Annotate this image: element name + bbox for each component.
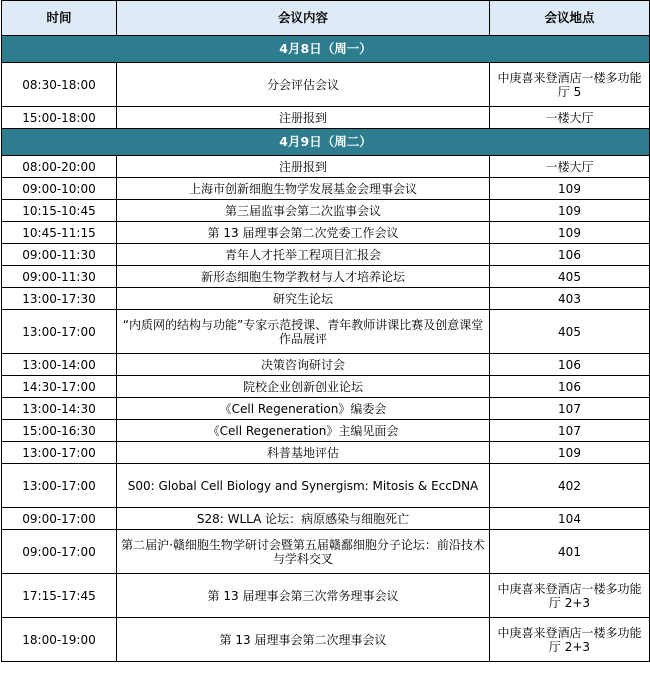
row-content: 第 13 届理事会第二次党委工作会议 — [117, 222, 490, 244]
row-venue: 一楼大厅 — [490, 107, 650, 129]
row-venue: 402 — [490, 464, 650, 508]
row-time: 13:00-14:00 — [2, 354, 117, 376]
row-time: 15:00-18:00 — [2, 107, 117, 129]
day-label: 4月8日（周一） — [2, 36, 650, 63]
row-content: S00: Global Cell Biology and Synergism: Mitosis & EccDNA — [117, 464, 490, 508]
table-row — [2, 442, 650, 464]
row-content: 第 13 届理事会第二次理事会议 — [117, 618, 490, 662]
row-time: 14:30-17:00 — [2, 376, 117, 398]
row-time: 09:00-11:30 — [2, 244, 117, 266]
table-row — [2, 222, 650, 244]
table-row — [2, 178, 650, 200]
row-venue: 109 — [490, 442, 650, 464]
header-time: 时间 — [2, 1, 117, 36]
row-venue: 109 — [490, 200, 650, 222]
row-venue: 中庚喜来登酒店一楼多功能厅 2+3 — [490, 574, 650, 618]
row-time: 18:00-19:00 — [2, 618, 117, 662]
row-time: 10:15-10:45 — [2, 200, 117, 222]
row-time: 13:00-17:00 — [2, 310, 117, 354]
row-time: 08:30-18:00 — [2, 63, 117, 107]
row-venue: 中庚喜来登酒店一楼多功能厅 5 — [490, 63, 650, 107]
row-content: 决策咨询研讨会 — [117, 354, 490, 376]
table-row — [2, 508, 650, 530]
row-venue: 107 — [490, 420, 650, 442]
table-row — [2, 63, 650, 107]
row-content: 研究生论坛 — [117, 288, 490, 310]
row-content: 新形态细胞生物学教材与人才培养论坛 — [117, 266, 490, 288]
row-content: S28: WLLA 论坛：病原感染与细胞死亡 — [117, 508, 490, 530]
table-row — [2, 574, 650, 618]
table-row — [2, 376, 650, 398]
row-content: “内质网的结构与功能”专家示范授课、青年教师讲课比赛及创意课堂作品展评 — [117, 310, 490, 354]
row-time: 09:00-17:00 — [2, 530, 117, 574]
row-venue: 109 — [490, 178, 650, 200]
row-content: 《Cell Regeneration》编委会 — [117, 398, 490, 420]
row-venue: 405 — [490, 310, 650, 354]
table-row — [2, 107, 650, 129]
row-time: 09:00-11:30 — [2, 266, 117, 288]
schedule-table — [1, 0, 650, 662]
row-time: 15:00-16:30 — [2, 420, 117, 442]
table-row — [2, 200, 650, 222]
row-time: 13:00-17:00 — [2, 464, 117, 508]
header-content: 会议内容 — [117, 1, 490, 36]
row-content: 注册报到 — [117, 107, 490, 129]
row-content: 上海市创新细胞生物学发展基金会理事会议 — [117, 178, 490, 200]
row-time: 09:00-17:00 — [2, 508, 117, 530]
row-content: 青年人才托举工程项目汇报会 — [117, 244, 490, 266]
row-time: 13:00-17:30 — [2, 288, 117, 310]
header-row — [2, 1, 650, 36]
row-venue: 106 — [490, 376, 650, 398]
table-row — [2, 310, 650, 354]
row-content: 第三届监事会第二次监事会议 — [117, 200, 490, 222]
table-row — [2, 618, 650, 662]
row-content: 《Cell Regeneration》主编见面会 — [117, 420, 490, 442]
row-venue: 403 — [490, 288, 650, 310]
day-header-row — [2, 129, 650, 156]
row-content: 第 13 届理事会第三次常务理事会议 — [117, 574, 490, 618]
row-content: 分会评估会议 — [117, 63, 490, 107]
table-row — [2, 530, 650, 574]
row-content: 科普基地评估 — [117, 442, 490, 464]
row-time: 09:00-10:00 — [2, 178, 117, 200]
table-row — [2, 398, 650, 420]
table-row — [2, 288, 650, 310]
row-venue: 109 — [490, 222, 650, 244]
row-venue: 106 — [490, 244, 650, 266]
table-row — [2, 420, 650, 442]
table-row — [2, 244, 650, 266]
table-row — [2, 156, 650, 178]
table-row — [2, 464, 650, 508]
day-header-row — [2, 36, 650, 63]
row-time: 10:45-11:15 — [2, 222, 117, 244]
header-venue: 会议地点 — [490, 1, 650, 36]
row-venue: 104 — [490, 508, 650, 530]
row-venue: 107 — [490, 398, 650, 420]
row-content: 注册报到 — [117, 156, 490, 178]
row-time: 17:15-17:45 — [2, 574, 117, 618]
row-time: 08:00-20:00 — [2, 156, 117, 178]
row-venue: 405 — [490, 266, 650, 288]
row-venue: 106 — [490, 354, 650, 376]
day-label: 4月9日（周二） — [2, 129, 650, 156]
row-venue: 401 — [490, 530, 650, 574]
table-row — [2, 266, 650, 288]
table-row — [2, 354, 650, 376]
row-venue: 中庚喜来登酒店一楼多功能厅 2+3 — [490, 618, 650, 662]
row-time: 13:00-17:00 — [2, 442, 117, 464]
row-content: 院校企业创新创业论坛 — [117, 376, 490, 398]
row-venue: 一楼大厅 — [490, 156, 650, 178]
row-time: 13:00-14:30 — [2, 398, 117, 420]
row-content: 第二届沪·赣细胞生物学研讨会暨第五届赣鄱细胞分子论坛：前沿技术与学科交叉 — [117, 530, 490, 574]
